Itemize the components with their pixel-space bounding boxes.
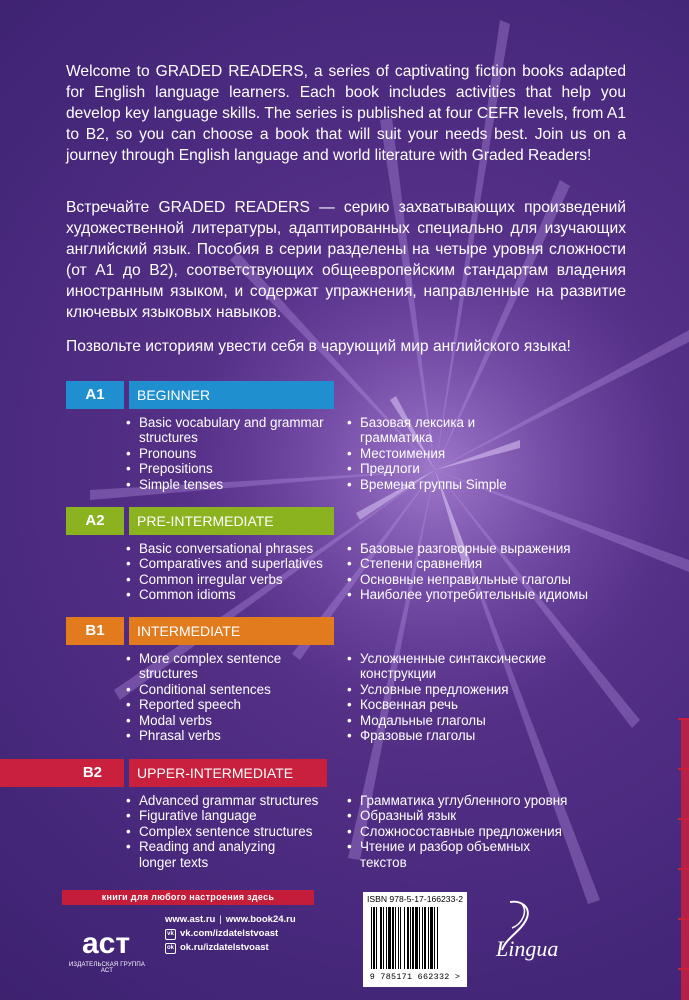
site-links: [165, 913, 296, 927]
barcode-bar: [415, 907, 418, 969]
skills-list-english: [125, 651, 340, 743]
link-book24[interactable]: www.book24.ru: [225, 914, 296, 925]
list-item: • Условные предложения: [346, 682, 626, 697]
list-item: • Местоимения: [346, 446, 626, 461]
list-item: • Косвенная речь: [346, 697, 626, 712]
web-links: [165, 913, 296, 955]
vk-link-row: [165, 927, 296, 941]
barcode-bar: [371, 907, 372, 969]
vk-icon: vk: [165, 929, 176, 940]
list-item: • Времена группы Simple: [346, 477, 626, 492]
barcode-bar: [422, 907, 423, 969]
link-ok[interactable]: ok.ru/izdatelstvoast: [180, 942, 269, 953]
barcode-bar: [410, 907, 411, 969]
skills-list-russian: [346, 793, 626, 870]
barcode-digits: 9 785171 662332 >: [369, 972, 461, 982]
link-separator: |: [219, 914, 222, 925]
intro-russian-invitation: Позвольте историям увести себя в чарующий мир английского языка!: [66, 338, 571, 355]
barcode: [369, 907, 461, 971]
lingua-logo-text: Lingua: [496, 936, 559, 961]
list-item: • Modal verbs: [125, 713, 340, 728]
skills-list-english: [125, 541, 340, 603]
level-name-bar: BEGINNER: [129, 381, 334, 409]
level-name-bar: PRE-INTERMEDIATE: [129, 507, 334, 535]
barcode-bar: [386, 907, 387, 969]
skills-list-russian: [346, 415, 626, 492]
level-header: [66, 507, 334, 535]
list-item: • Pronouns: [125, 446, 340, 461]
level-name-bar: UPPER-INTERMEDIATE: [129, 759, 327, 787]
barcode-bar: [437, 907, 438, 969]
intro-english: Welcome to GRADED READERS, a series of captivating fiction books adapted for English language learners. Each book includes activities that help you develop key language skills. The series is published at four CEFR levels, from A1 to B2, so you can choose a book that will suit your needs best. Join us on a journey through English language and world literature with Graded Readers!: [66, 63, 626, 164]
isbn-barcode-box: [363, 892, 467, 987]
slogan-banner: книги для любого настроения здесь: [62, 890, 314, 905]
list-item: • Prepositions: [125, 461, 340, 476]
barcode-bar: [392, 907, 394, 969]
list-item: • Предлоги: [346, 461, 626, 476]
list-item: • Наиболее употребительные идиомы: [346, 587, 626, 602]
ast-logo-text: аст: [82, 927, 131, 960]
skills-list-russian: [346, 651, 626, 743]
barcode-bar: [434, 907, 435, 969]
list-item: • Common idioms: [125, 587, 340, 602]
ok-icon: ok: [165, 943, 176, 954]
list-item: • Common irregular verbs: [125, 572, 340, 587]
barcode-bar: [428, 907, 429, 969]
barcode-bar: [400, 907, 401, 969]
ok-link-row: [165, 941, 296, 955]
list-item: • Степени сравнения: [346, 556, 626, 571]
list-item: • Simple tenses: [125, 477, 340, 492]
level-name-bar: INTERMEDIATE: [129, 617, 334, 645]
link-ast[interactable]: www.ast.ru: [165, 914, 216, 925]
list-item: • Базовая лексика и грамматика: [346, 415, 490, 446]
barcode-bar: [424, 907, 426, 969]
list-item: • Чтение и разбор объемных текстов: [346, 839, 560, 870]
list-item: • Basic vocabulary and grammar structures: [125, 415, 340, 446]
ast-logo: [80, 915, 140, 961]
link-vk[interactable]: vk.com/izdatelstvoast: [180, 928, 279, 939]
level-code-badge: B2: [0, 759, 124, 787]
publisher-caption: ИЗДАТЕЛЬСКАЯ ГРУППА АСТ: [68, 962, 146, 974]
isbn-number: ISBN 978-5-17-166233-2: [366, 894, 464, 904]
level-header: [66, 381, 334, 409]
list-item: • Сложносоставные предложения: [346, 824, 626, 839]
list-item: • Усложненные синтаксические конструкции: [346, 651, 590, 682]
barcode-bar: [380, 907, 382, 969]
skills-list-english: [125, 793, 340, 870]
barcode-bar: [376, 907, 377, 969]
barcode-bar: [373, 907, 375, 969]
list-item: • Phrasal verbs: [125, 728, 340, 743]
level-code-badge: B1: [66, 617, 124, 645]
edge-stripes: [678, 718, 689, 1000]
list-item: • Грамматика углубленного уровня: [346, 793, 626, 808]
skills-list-russian: [346, 541, 626, 603]
list-item: • Основные неправильные глаголы: [346, 572, 626, 587]
skills-list-english: [125, 415, 340, 492]
lingua-logo: [492, 898, 582, 970]
intro-russian: Встречайте GRADED READERS — серию захватывающих произведений художественной литературы, адаптированных специально для изучающих английский язык. Пособия в серии разделены на четыре уровня сложности (от A1 до B2), соответствующих общеевропейским стандартам владения иностранным языком, и содержат упражнения, направленные на развитие ключевых языковых навыков.: [66, 199, 626, 321]
list-item: • Comparatives and superlatives: [125, 556, 340, 571]
list-item: • Figurative language: [125, 808, 340, 823]
list-item: • More complex sentence structures: [125, 651, 340, 682]
barcode-bar: [412, 907, 414, 969]
level-header: [0, 759, 327, 787]
level-header: [66, 617, 334, 645]
list-item: • Basic conversational phrases: [125, 541, 340, 556]
list-item: • Образный язык: [346, 808, 626, 823]
barcode-bar: [419, 907, 420, 969]
level-code-badge: A2: [66, 507, 124, 535]
barcode-bar: [398, 907, 399, 969]
barcode-bar: [395, 907, 396, 969]
barcode-bar: [430, 907, 433, 969]
barcode-bar: [407, 907, 409, 969]
barcode-bar: [388, 907, 391, 969]
list-item: • Reading and analyzing longer texts: [125, 839, 309, 870]
list-item: • Conditional sentences: [125, 682, 340, 697]
list-item: • Модальные глаголы: [346, 713, 626, 728]
barcode-bar: [404, 907, 405, 969]
list-item: • Базовые разговорные выражения: [346, 541, 626, 556]
list-item: • Reported speech: [125, 697, 340, 712]
list-item: • Advanced grammar structures: [125, 793, 340, 808]
list-item: • Complex sentence structures: [125, 824, 340, 839]
list-item: • Фразовые глаголы: [346, 728, 626, 743]
barcode-bar: [383, 907, 384, 969]
level-code-badge: A1: [66, 381, 124, 409]
